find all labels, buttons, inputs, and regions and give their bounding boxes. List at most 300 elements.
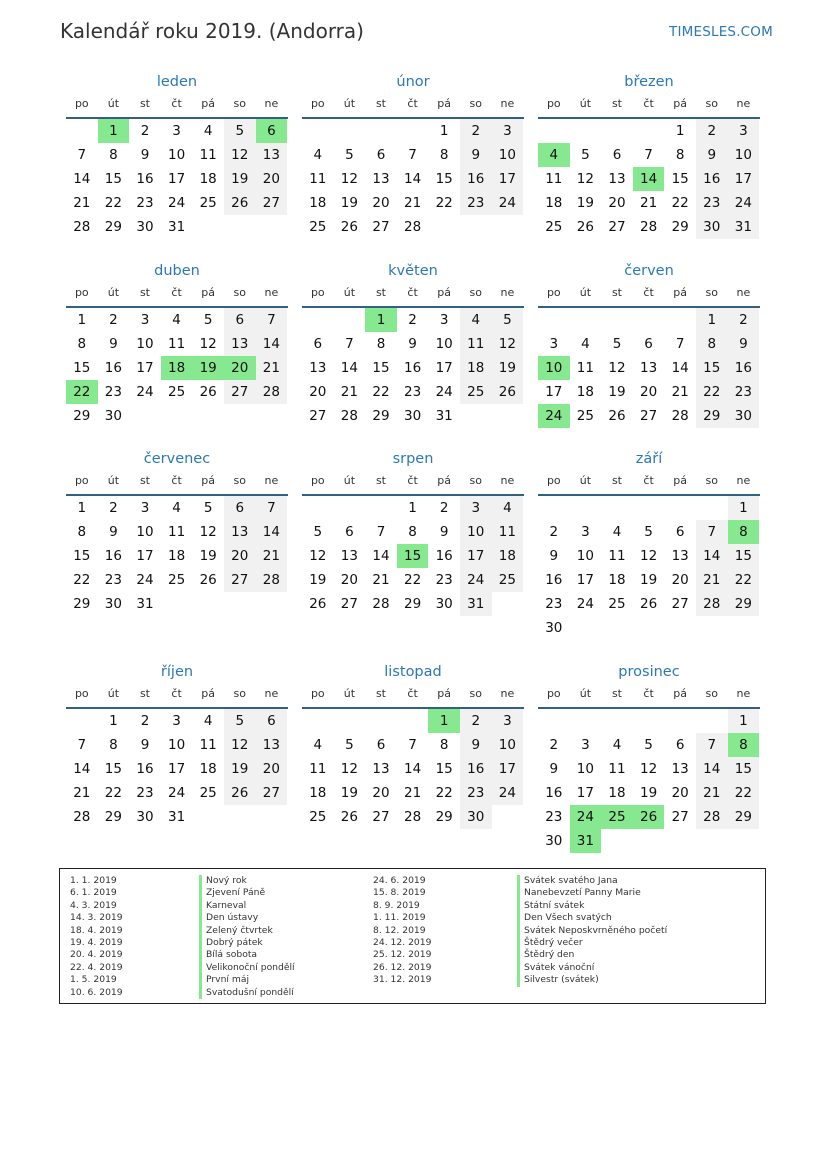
legend-holiday-name: Svatodušní pondělí: [199, 987, 295, 999]
day-cell: 5: [345, 737, 354, 753]
day-cell: 5: [345, 147, 354, 163]
empty-cell: [492, 805, 524, 829]
day-cell: 19: [576, 195, 594, 211]
day-cell: 16: [403, 360, 422, 376]
empty-cell: [633, 616, 665, 640]
day-cell: 17: [576, 785, 594, 801]
weekday-header: [538, 97, 760, 119]
weekday-label: pá: [201, 474, 216, 487]
legend-dates-col-2: [373, 875, 431, 987]
day-cell: 2: [549, 524, 559, 540]
weekday-label: st: [139, 687, 150, 700]
day-cell: 23: [136, 195, 154, 211]
month-0: [66, 73, 288, 239]
day-cell: 6: [612, 147, 622, 163]
day-cell: 30: [403, 408, 422, 424]
month-11: [538, 663, 760, 853]
day-cell: 16: [435, 548, 453, 564]
week-row: [302, 496, 524, 520]
empty-cell: [570, 709, 602, 733]
month-name: květen: [388, 263, 438, 279]
brand-logo-text[interactable]: TIMESLES.COM: [669, 24, 773, 40]
day-cell: 23: [104, 572, 122, 588]
week-row: [538, 191, 760, 215]
day-cell: 11: [608, 761, 626, 777]
week-row: [66, 757, 288, 781]
day-cell: 8: [728, 733, 760, 757]
empty-cell: [161, 592, 193, 616]
day-cell: 11: [167, 524, 186, 540]
week-row: [66, 191, 288, 215]
day-cell: 7: [644, 147, 653, 163]
weekday-label: st: [139, 97, 150, 110]
empty-cell: [664, 308, 696, 332]
day-cell: 13: [224, 520, 256, 544]
day-cell: 24: [136, 572, 154, 588]
legend-holiday-name: Štědrý večer: [517, 937, 667, 949]
day-cell: 2: [460, 119, 492, 143]
day-cell: 8: [408, 524, 417, 540]
month-8: [538, 450, 760, 640]
empty-cell: [334, 496, 366, 520]
holiday-legend: [59, 868, 766, 1004]
day-cell: 2: [140, 123, 150, 139]
day-cell: 9: [696, 143, 728, 167]
day-cell: 27: [372, 809, 390, 825]
day-cell: 20: [224, 544, 256, 568]
empty-cell: [664, 616, 696, 640]
legend-holiday-name: Svátek svatého Jana: [517, 875, 667, 887]
weekday-label: ne: [264, 687, 279, 700]
legend-holiday-name: Zelený čtvrtek: [199, 925, 295, 937]
day-cell: 9: [728, 332, 760, 356]
weekday-label: út: [107, 687, 120, 700]
week-row: [66, 215, 288, 239]
week-row: [302, 733, 524, 757]
empty-cell: [66, 709, 98, 733]
weekday-label: čt: [407, 687, 418, 700]
day-cell: 7: [345, 336, 354, 352]
day-cell: 29: [73, 596, 91, 612]
weekday-label: čt: [407, 474, 418, 487]
day-cell: 31: [167, 809, 186, 825]
day-cell: 11: [199, 147, 217, 163]
weekday-label: pá: [437, 687, 452, 700]
weekday-label: st: [611, 97, 622, 110]
week-row: [538, 356, 760, 380]
day-cell: 13: [256, 733, 288, 757]
day-cell: 20: [372, 195, 390, 211]
day-cell: 19: [492, 356, 524, 380]
day-cell: 29: [728, 592, 760, 616]
day-cell: 8: [376, 336, 386, 352]
day-cell: 16: [460, 757, 492, 781]
day-cell: 4: [538, 143, 570, 167]
week-row: [302, 380, 524, 404]
day-cell: 24: [167, 195, 186, 211]
weekday-label: so: [705, 474, 718, 487]
weekday-label: pá: [673, 97, 688, 110]
weekday-label: so: [469, 97, 482, 110]
weekday-label: pá: [437, 97, 452, 110]
weekday-header: [66, 286, 288, 308]
day-cell: 10: [136, 336, 154, 352]
month-name: říjen: [160, 664, 194, 680]
day-cell: 31: [570, 829, 602, 853]
day-cell: 26: [633, 805, 665, 829]
day-cell: 20: [256, 167, 288, 191]
day-cell: 12: [199, 336, 217, 352]
legend-holiday-name: Den ústavy: [199, 912, 295, 924]
day-cell: 13: [372, 761, 390, 777]
day-cell: 17: [492, 167, 524, 191]
day-cell: 16: [136, 761, 154, 777]
day-cell: 20: [372, 785, 390, 801]
day-cell: 6: [345, 524, 354, 540]
day-cell: 30: [696, 215, 728, 239]
day-cell: 24: [435, 384, 453, 400]
day-cell: 10: [576, 761, 594, 777]
day-cell: 7: [408, 737, 417, 753]
day-cell: 20: [671, 785, 689, 801]
day-cell: 22: [696, 380, 728, 404]
day-cell: 23: [403, 384, 422, 400]
month-9: [66, 663, 288, 829]
legend-date: 25. 12. 2019: [373, 949, 432, 961]
week-row: [302, 805, 524, 829]
day-cell: 4: [203, 123, 213, 139]
weekday-label: čt: [407, 97, 418, 110]
day-cell: 20: [639, 384, 658, 400]
day-cell: 3: [492, 709, 524, 733]
day-cell: 14: [340, 360, 358, 376]
day-cell: 18: [492, 544, 524, 568]
empty-cell: [256, 592, 288, 616]
day-cell: 8: [728, 520, 760, 544]
weekday-label: ne: [500, 97, 515, 110]
day-cell: 30: [460, 805, 492, 829]
weekday-label: ne: [736, 97, 751, 110]
day-cell: 7: [675, 336, 685, 352]
day-cell: 11: [545, 171, 563, 187]
day-cell: 14: [256, 332, 288, 356]
day-cell: 11: [199, 737, 217, 753]
day-cell: 15: [728, 757, 760, 781]
day-cell: 25: [492, 568, 524, 592]
weekday-header: [66, 474, 288, 496]
empty-cell: [192, 592, 224, 616]
weekday-label: čt: [643, 687, 654, 700]
weekday-label: ne: [500, 687, 515, 700]
empty-cell: [696, 709, 728, 733]
day-cell: 10: [460, 520, 492, 544]
day-cell: 28: [403, 809, 422, 825]
day-cell: 25: [309, 219, 327, 235]
day-cell: 2: [408, 312, 417, 328]
day-cell: 8: [675, 147, 685, 163]
day-cell: 5: [224, 709, 256, 733]
day-cell: 4: [612, 524, 622, 540]
empty-cell: [696, 616, 728, 640]
day-cell: 1: [365, 308, 397, 332]
day-cell: 18: [576, 384, 594, 400]
weekday-label: út: [107, 474, 120, 487]
day-cell: 24: [492, 191, 524, 215]
day-cell: 2: [140, 713, 150, 729]
day-cell: 8: [109, 737, 118, 753]
day-cell: 13: [671, 761, 689, 777]
day-cell: 22: [403, 572, 422, 588]
weekday-label: po: [74, 687, 89, 700]
day-cell: 19: [224, 167, 256, 191]
day-cell: 26: [309, 596, 327, 612]
empty-cell: [256, 404, 288, 428]
day-cell: 2: [109, 312, 118, 328]
day-cell: 26: [199, 572, 217, 588]
week-row: [66, 520, 288, 544]
day-cell: 10: [492, 733, 524, 757]
empty-cell: [570, 616, 602, 640]
day-cell: 12: [576, 171, 594, 187]
day-cell: 3: [728, 119, 760, 143]
day-cell: 10: [167, 737, 186, 753]
day-cell: 11: [608, 548, 626, 564]
day-cell: 1: [675, 123, 685, 139]
empty-cell: [224, 592, 256, 616]
weekday-label: po: [74, 97, 89, 110]
day-cell: 5: [203, 500, 213, 516]
empty-cell: [538, 119, 570, 143]
month-7: [302, 450, 524, 616]
day-cell: 24: [460, 568, 492, 592]
day-cell: 8: [77, 336, 87, 352]
day-cell: 7: [376, 524, 386, 540]
day-cell: 10: [435, 336, 453, 352]
day-cell: 5: [644, 524, 653, 540]
day-cell: 30: [545, 833, 563, 849]
day-cell: 29: [372, 408, 390, 424]
empty-cell: [601, 616, 633, 640]
weekday-label: po: [546, 474, 561, 487]
legend-holiday-name: Den Všech svatých: [517, 912, 667, 924]
day-cell: 3: [439, 312, 449, 328]
weekday-label: út: [343, 97, 356, 110]
day-cell: 11: [492, 520, 524, 544]
day-cell: 8: [696, 332, 728, 356]
empty-cell: [224, 215, 256, 239]
day-cell: 23: [545, 596, 563, 612]
day-cell: 14: [696, 757, 728, 781]
week-row: [66, 496, 288, 520]
month-name: červenec: [143, 451, 211, 467]
day-cell: 6: [376, 147, 386, 163]
day-cell: 15: [671, 171, 689, 187]
day-cell: 11: [167, 336, 186, 352]
week-row: [302, 520, 524, 544]
day-cell: 8: [439, 737, 449, 753]
day-cell: 26: [639, 596, 658, 612]
day-cell: 12: [639, 548, 658, 564]
day-cell: 21: [403, 785, 422, 801]
week-row: [538, 167, 760, 191]
day-cell: 16: [728, 356, 760, 380]
legend-date: 22. 4. 2019: [70, 961, 123, 973]
empty-cell: [696, 829, 728, 853]
day-cell: 16: [104, 360, 122, 376]
day-cell: 9: [460, 143, 492, 167]
weekday-label: čt: [171, 474, 182, 487]
day-cell: 19: [192, 356, 224, 380]
day-cell: 27: [256, 781, 288, 805]
weekday-header: [302, 97, 524, 119]
weekday-label: st: [611, 474, 622, 487]
empty-cell: [334, 119, 366, 143]
day-cell: 5: [203, 312, 213, 328]
empty-cell: [302, 308, 334, 332]
day-cell: 19: [340, 195, 358, 211]
day-cell: 9: [439, 524, 449, 540]
day-cell: 31: [167, 219, 186, 235]
day-cell: 4: [581, 336, 590, 352]
day-cell: 30: [136, 809, 154, 825]
day-cell: 1: [408, 500, 417, 516]
week-row: [66, 143, 288, 167]
day-cell: 25: [460, 380, 492, 404]
day-cell: 26: [492, 380, 524, 404]
day-cell: 27: [224, 568, 256, 592]
day-cell: 17: [435, 360, 453, 376]
week-row: [66, 592, 288, 616]
empty-cell: [664, 829, 696, 853]
day-cell: 17: [576, 572, 594, 588]
week-row: [538, 568, 760, 592]
week-row: [66, 119, 288, 143]
week-row: [302, 709, 524, 733]
week-row: [302, 544, 524, 568]
empty-cell: [302, 496, 334, 520]
day-cell: 18: [545, 195, 563, 211]
week-row: [66, 781, 288, 805]
weekday-label: ne: [264, 474, 279, 487]
legend-date: 31. 12. 2019: [373, 974, 432, 986]
empty-cell: [492, 215, 524, 239]
day-cell: 27: [340, 596, 358, 612]
weekday-label: so: [469, 286, 482, 299]
day-cell: 14: [73, 171, 91, 187]
weekday-label: pá: [437, 286, 452, 299]
day-cell: 29: [104, 809, 122, 825]
day-cell: 3: [581, 737, 590, 753]
day-cell: 26: [224, 781, 256, 805]
weekday-label: čt: [171, 687, 182, 700]
day-cell: 4: [313, 737, 323, 753]
weekday-label: čt: [171, 97, 182, 110]
legend-holiday-name: Nový rok: [199, 875, 295, 887]
day-cell: 30: [104, 408, 122, 424]
day-cell: 18: [161, 356, 193, 380]
day-cell: 27: [639, 408, 658, 424]
weekday-label: ne: [264, 286, 279, 299]
week-row: [302, 404, 524, 428]
week-row: [66, 805, 288, 829]
empty-cell: [601, 829, 633, 853]
weekday-label: st: [375, 474, 386, 487]
day-cell: 24: [538, 404, 570, 428]
day-cell: 9: [140, 147, 150, 163]
empty-cell: [224, 404, 256, 428]
weekday-label: út: [107, 97, 120, 110]
month-4: [302, 262, 524, 428]
legend-date: 10. 6. 2019: [70, 986, 123, 998]
day-cell: 8: [109, 147, 118, 163]
day-cell: 2: [549, 737, 559, 753]
day-cell: 22: [73, 572, 91, 588]
day-cell: 13: [372, 171, 390, 187]
day-cell: 1: [98, 119, 130, 143]
legend-date: 15. 8. 2019: [373, 887, 426, 899]
day-cell: 18: [199, 171, 217, 187]
day-cell: 6: [256, 119, 288, 143]
weekday-label: po: [74, 474, 89, 487]
week-row: [538, 496, 760, 520]
empty-cell: [570, 308, 602, 332]
week-row: [302, 332, 524, 356]
day-cell: 3: [460, 496, 492, 520]
legend-holiday-name: Svátek vánoční: [517, 962, 667, 974]
legend-date: 8. 12. 2019: [373, 924, 426, 936]
day-cell: 4: [172, 312, 181, 328]
day-cell: 5: [224, 119, 256, 143]
week-row: [538, 757, 760, 781]
week-row: [538, 215, 760, 239]
weekday-label: pá: [201, 687, 216, 700]
day-cell: 7: [256, 308, 288, 332]
week-row: [302, 356, 524, 380]
day-cell: 25: [576, 408, 594, 424]
day-cell: 19: [224, 757, 256, 781]
day-cell: 27: [256, 191, 288, 215]
day-cell: 9: [549, 761, 559, 777]
weekday-label: ne: [736, 286, 751, 299]
empty-cell: [334, 709, 366, 733]
day-cell: 3: [172, 713, 181, 729]
day-cell: 28: [256, 568, 288, 592]
month-name: září: [635, 451, 663, 467]
day-cell: 1: [439, 123, 449, 139]
day-cell: 4: [492, 496, 524, 520]
weekday-label: so: [233, 97, 246, 110]
day-cell: 31: [728, 215, 760, 239]
day-cell: 13: [608, 171, 626, 187]
week-row: [538, 829, 760, 853]
day-cell: 20: [608, 195, 626, 211]
day-cell: 13: [639, 360, 658, 376]
day-cell: 7: [77, 147, 87, 163]
day-cell: 12: [340, 171, 358, 187]
day-cell: 22: [728, 568, 760, 592]
day-cell: 23: [696, 191, 728, 215]
day-cell: 21: [639, 195, 658, 211]
empty-cell: [538, 709, 570, 733]
week-row: [66, 568, 288, 592]
day-cell: 22: [372, 384, 390, 400]
day-cell: 25: [601, 805, 633, 829]
empty-cell: [601, 709, 633, 733]
empty-cell: [460, 404, 492, 428]
legend-date: 1. 11. 2019: [373, 912, 426, 924]
day-cell: 26: [224, 191, 256, 215]
day-cell: 21: [73, 785, 91, 801]
